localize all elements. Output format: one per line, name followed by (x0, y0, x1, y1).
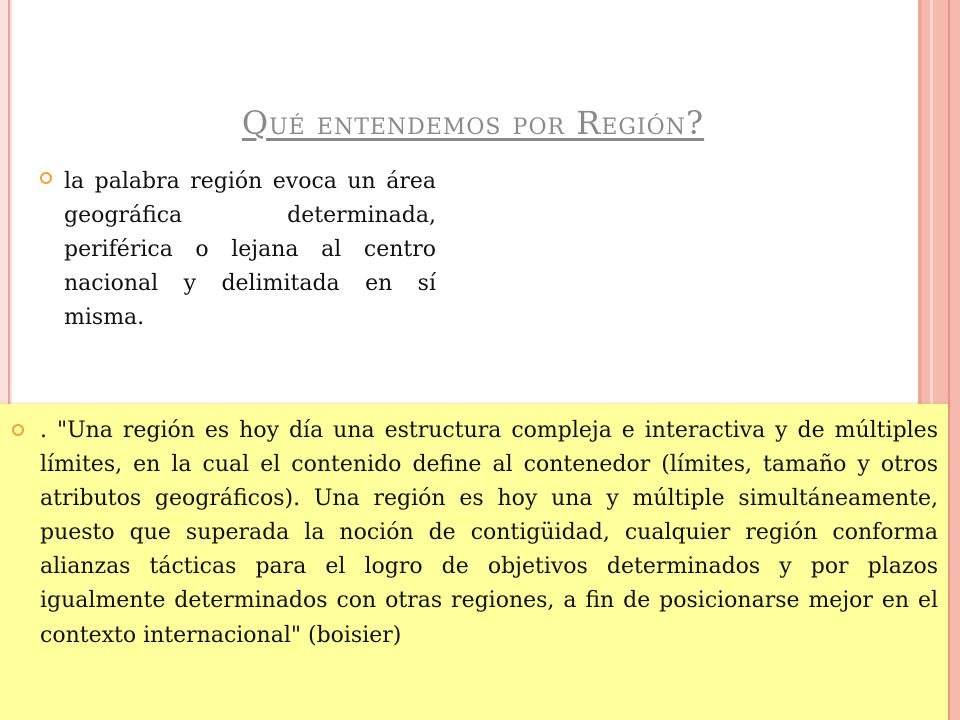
slide-title: Qué entendemos por Región? (241, 104, 705, 142)
quote-paragraph: . "Una región es hoy día una estructura compleja e interactiva y de múltiples límites, en la cual el contenido define al contenedor (límites, tamaño y otros atributos geográficos). Una región es hoy una y múltiple simultáneamente, puesto que superada la noción de contigüidad, cualquier región conforma alianzas tácticas para el logro de objetivos determinados y por plazos igualmente determinados con otras regiones, a fin de posicionarse mejor en el contexto internacional" (boisier) (40, 418, 938, 648)
definition-paragraph: la palabra región evoca un área geográfica determinada, periférica o lejana al centro nacional y delimitada en sí misma. (64, 169, 436, 331)
right-frame-outer-line (948, 0, 950, 720)
ring-bullet-icon (40, 172, 52, 184)
ring-bullet-icon (12, 424, 24, 436)
